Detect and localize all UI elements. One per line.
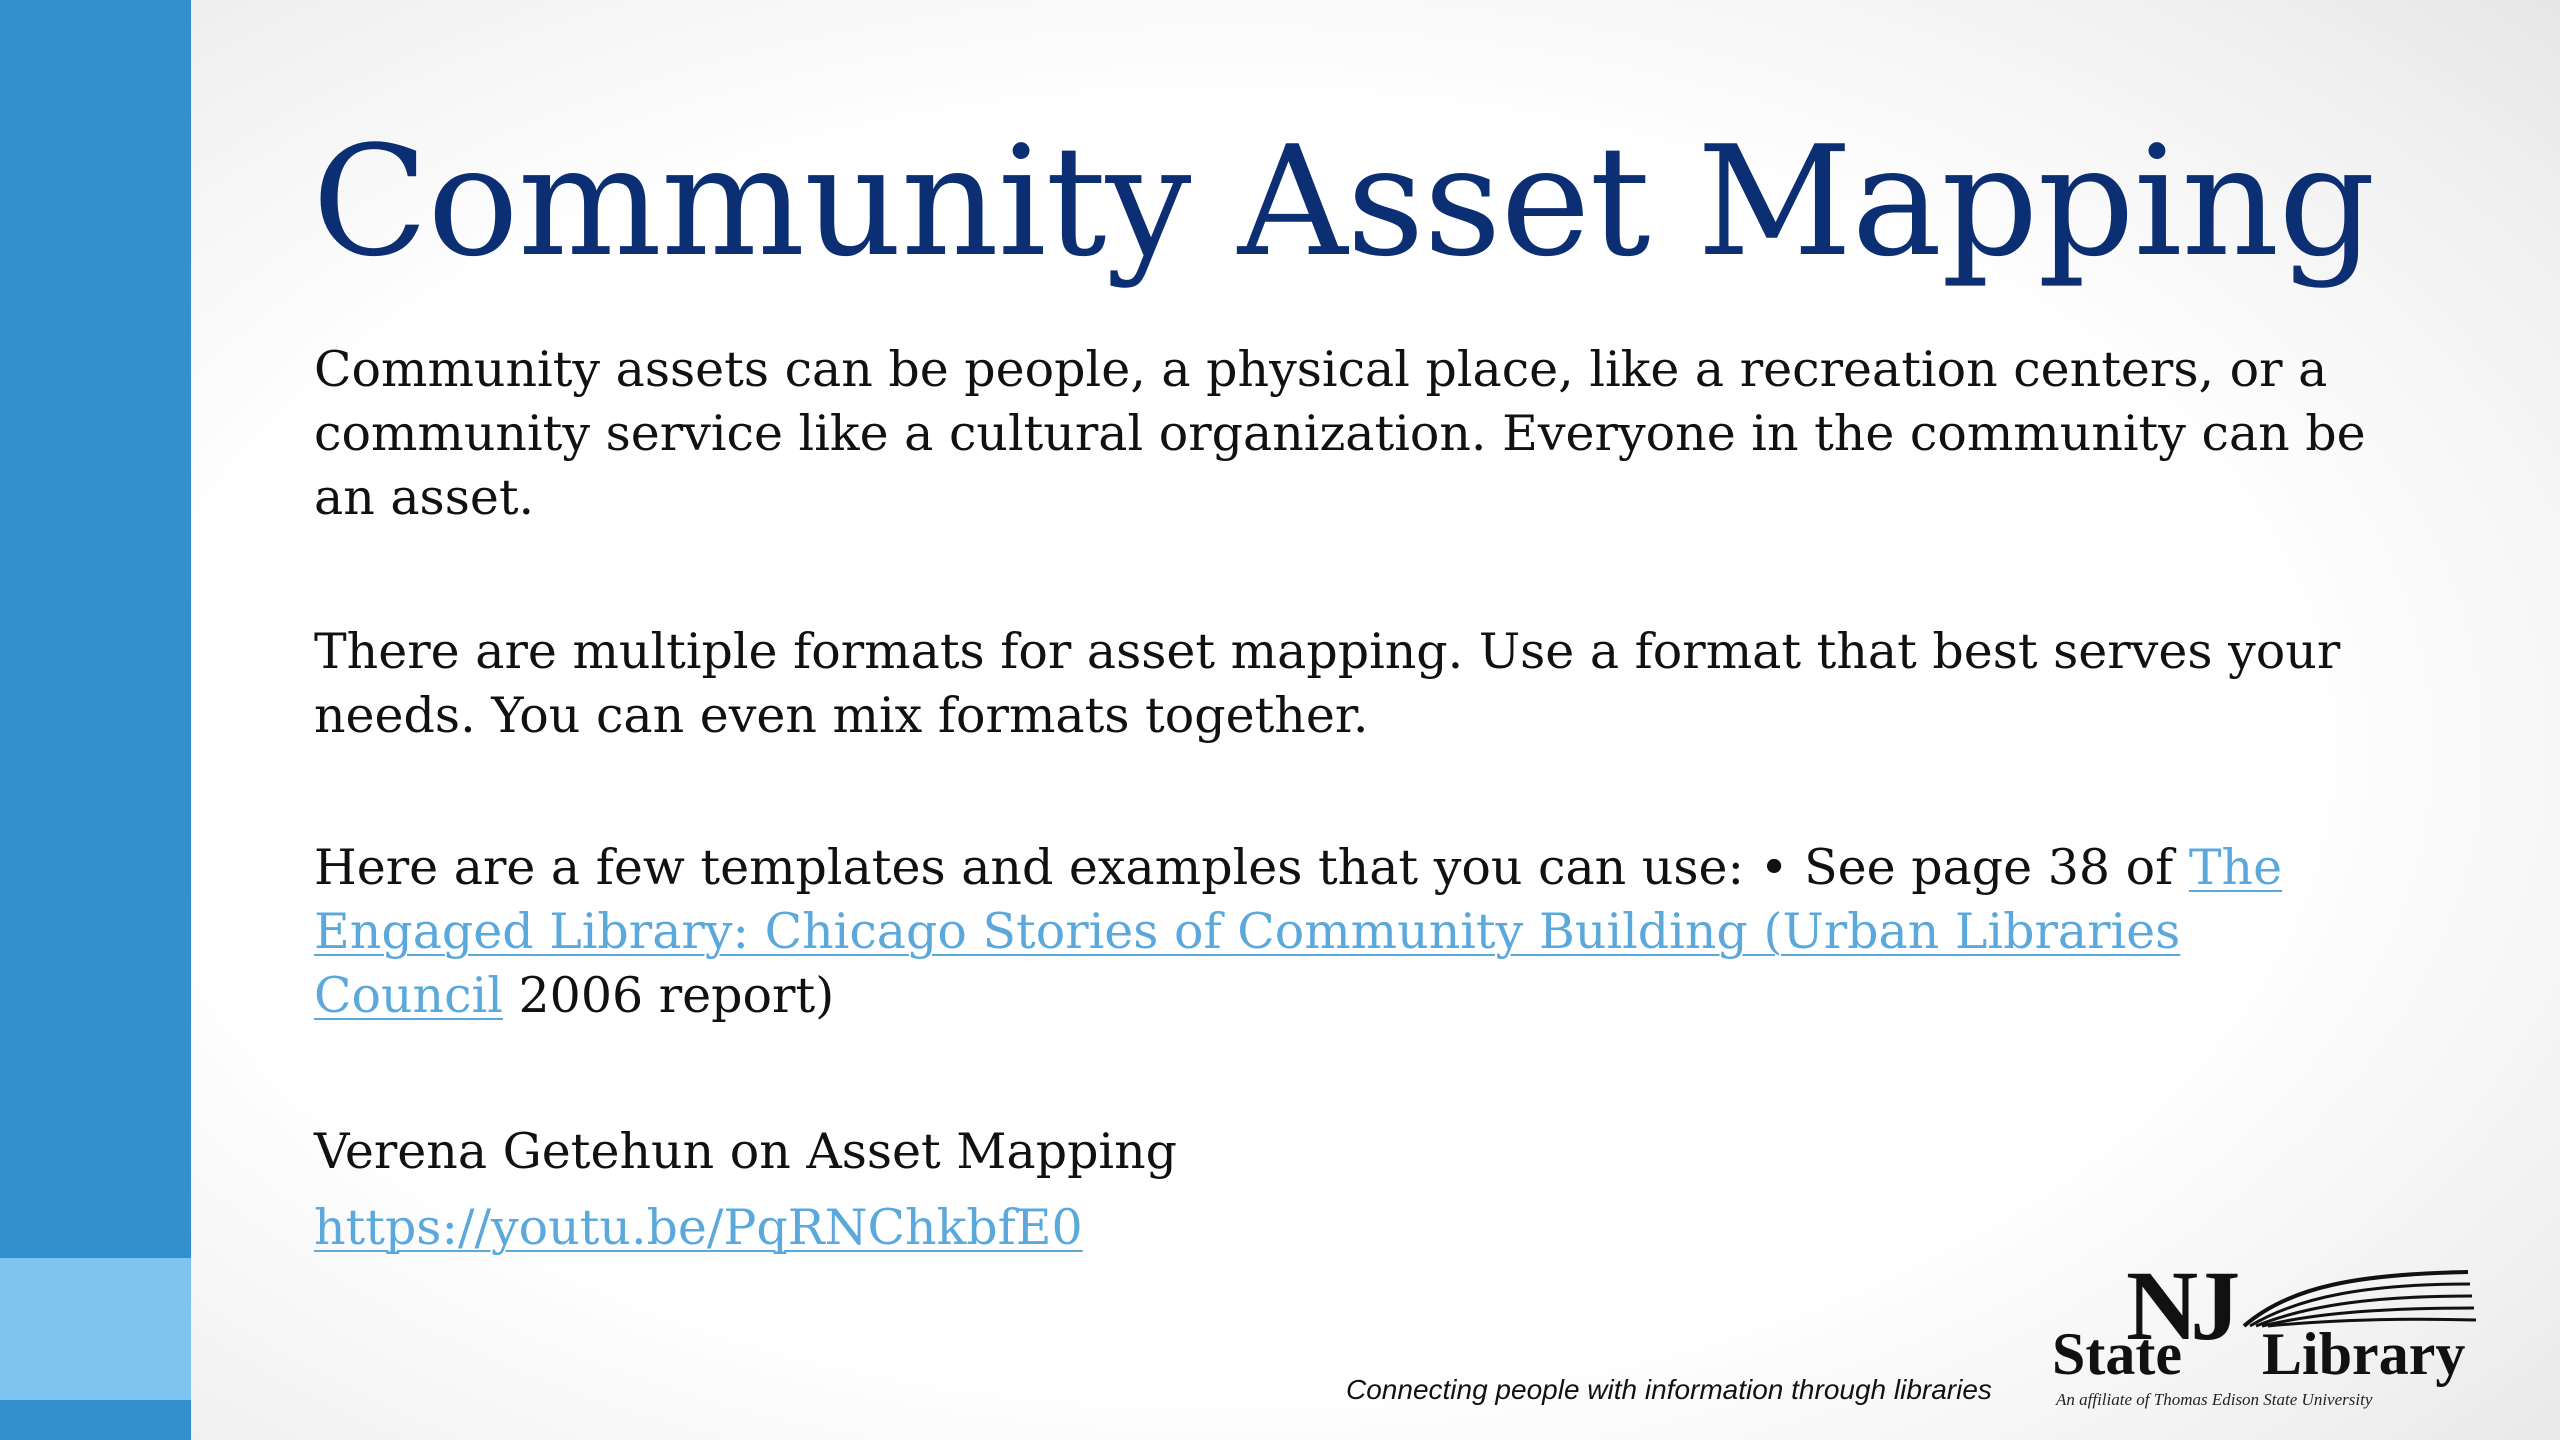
nj-state-library-logo	[2052, 1250, 2502, 1412]
logo-nj-text: NJ	[2126, 1250, 2233, 1361]
paragraph-community-assets: Community assets can be people, a physical place, like a recreation centers, or a community service like a cultural organization. Everyone in the community can be an asset.	[314, 341, 2366, 526]
sidebar-accent-bar	[0, 1258, 191, 1400]
templates-text-after: 2006 report)	[502, 967, 835, 1024]
video-link[interactable]: https://youtu.be/PqRNChkbfE0	[314, 1199, 1083, 1256]
engaged-library-link[interactable]: The Engaged Library: Chicago Stories of Community Building (Urban Libraries Council	[314, 839, 2283, 1024]
logo-library-text: Library	[2262, 1321, 2466, 1387]
logo-state-text: State	[2052, 1321, 2182, 1387]
sidebar-bottom-bar	[0, 1400, 191, 1440]
templates-text-before: Here are a few templates and examples that you can use: • See page 38 of	[314, 839, 2189, 896]
logo-affiliate-text: An affiliate of Thomas Edison State University	[2056, 1390, 2373, 1409]
sidebar-bar	[0, 0, 191, 1440]
slide-title: Community Asset Mapping	[312, 113, 2375, 290]
paragraph-formats: There are multiple formats for asset mapping. Use a format that best serves your needs. You can even mix formats together.	[314, 623, 2341, 744]
video-link-line	[314, 1196, 1083, 1260]
footer-tagline: Connecting people with information through libraries	[1346, 1374, 1992, 1405]
paragraph-verena: Verena Getehun on Asset Mapping	[314, 1123, 1178, 1180]
paragraph-templates	[314, 836, 2374, 1028]
